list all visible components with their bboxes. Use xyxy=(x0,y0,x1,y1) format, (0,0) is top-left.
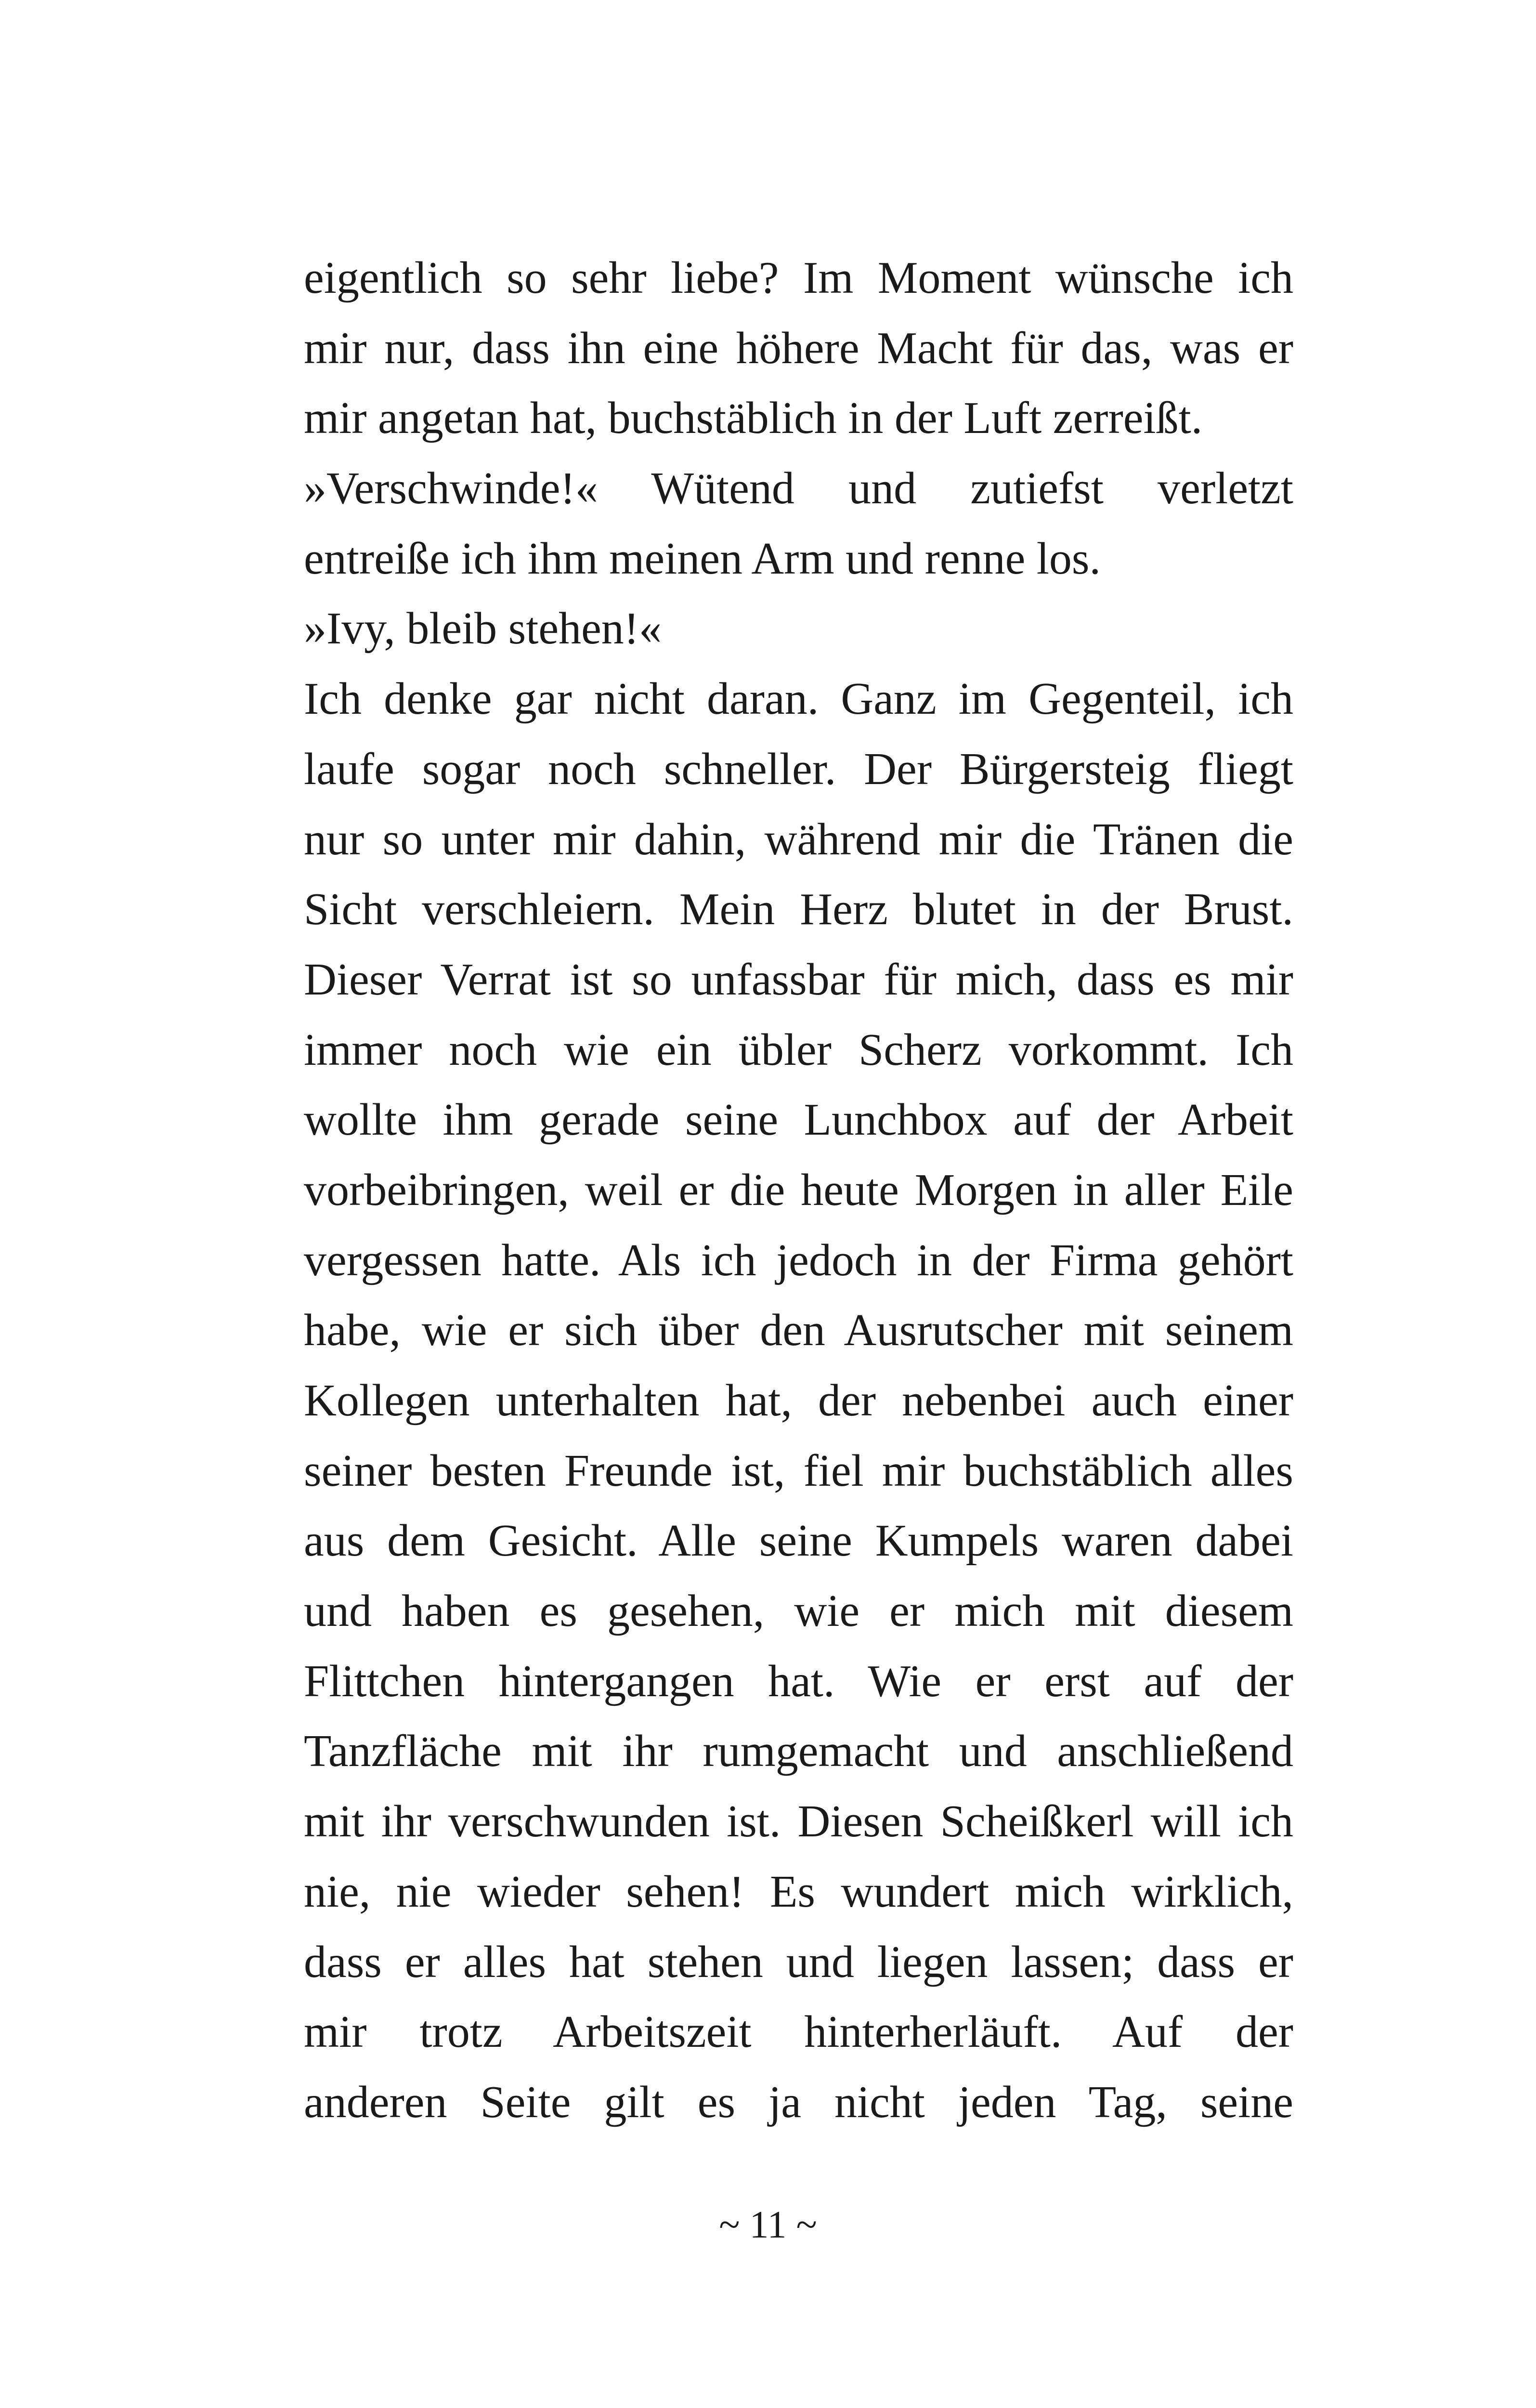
text-line: anderen Seite gilt es ja nicht jeden Tag, seine xyxy=(304,2077,1293,2127)
page-number: ~ 11 ~ xyxy=(719,2204,817,2246)
text-line: »Verschwinde!« Wütend und zutiefst verletzt xyxy=(304,463,1293,514)
text-line: wollte ihm gerade seine Lunchbox auf der Arbeit xyxy=(304,1095,1293,1145)
text-line: mir trotz Arbeitszeit hinterherläuft. Auf der xyxy=(304,2007,1293,2057)
text-line: Kollegen unterhalten hat, der nebenbei auch einer xyxy=(304,1375,1293,1426)
text-line: und haben es gesehen, wie er mich mit diesem xyxy=(304,1586,1293,1636)
text-line: nur so unter mir dahin, während mir die Tränen die xyxy=(304,814,1293,864)
text-line: Tanzfläche mit ihr rumgemacht und anschließend xyxy=(304,1726,1293,1777)
text-line: seiner besten Freunde ist, fiel mir buchstäblich alles xyxy=(304,1445,1293,1496)
text-line: Flittchen hintergangen hat. Wie er erst auf der xyxy=(304,1656,1293,1706)
text-line: mit ihr verschwunden ist. Diesen Scheißkerl will ich xyxy=(304,1796,1293,1847)
text-line: immer noch wie ein übler Scherz vorkommt. Ich xyxy=(304,1024,1293,1075)
text-line: aus dem Gesicht. Alle seine Kumpels waren dabei xyxy=(304,1516,1293,1566)
text-line: eigentlich so sehr liebe? Im Moment wünsche ich xyxy=(304,253,1293,303)
text-line: Sicht verschleiern. Mein Herz blutet in der Brust. xyxy=(304,884,1293,935)
text-line: habe, wie er sich über den Ausrutscher mit seinem xyxy=(304,1305,1293,1356)
text-line: vergessen hatte. Als ich jedoch in der Firma gehört xyxy=(304,1235,1293,1285)
text-line: mir angetan hat, buchstäblich in der Luft zerreißt. xyxy=(304,393,1203,444)
text-line: dass er alles hat stehen und liegen lassen; dass er xyxy=(304,1937,1293,1987)
body-text xyxy=(304,243,1293,2138)
text-line: mir nur, dass ihn eine höhere Macht für das, was er xyxy=(304,323,1293,373)
text-line: nie, nie wieder sehen! Es wundert mich wirklich, xyxy=(304,1866,1293,1917)
text-line: Ich denke gar nicht daran. Ganz im Gegenteil, ich xyxy=(304,674,1293,724)
text-line: entreiße ich ihm meinen Arm und renne los. xyxy=(304,533,1101,584)
text-line: vorbeibringen, weil er die heute Morgen in aller Eile xyxy=(304,1165,1293,1215)
text-line: Dieser Verrat ist so unfassbar für mich, dass es mir xyxy=(304,954,1293,1005)
text-line: laufe sogar noch schneller. Der Bürgersteig fliegt xyxy=(304,744,1293,794)
text-line: »Ivy, bleib stehen!« xyxy=(304,603,662,654)
